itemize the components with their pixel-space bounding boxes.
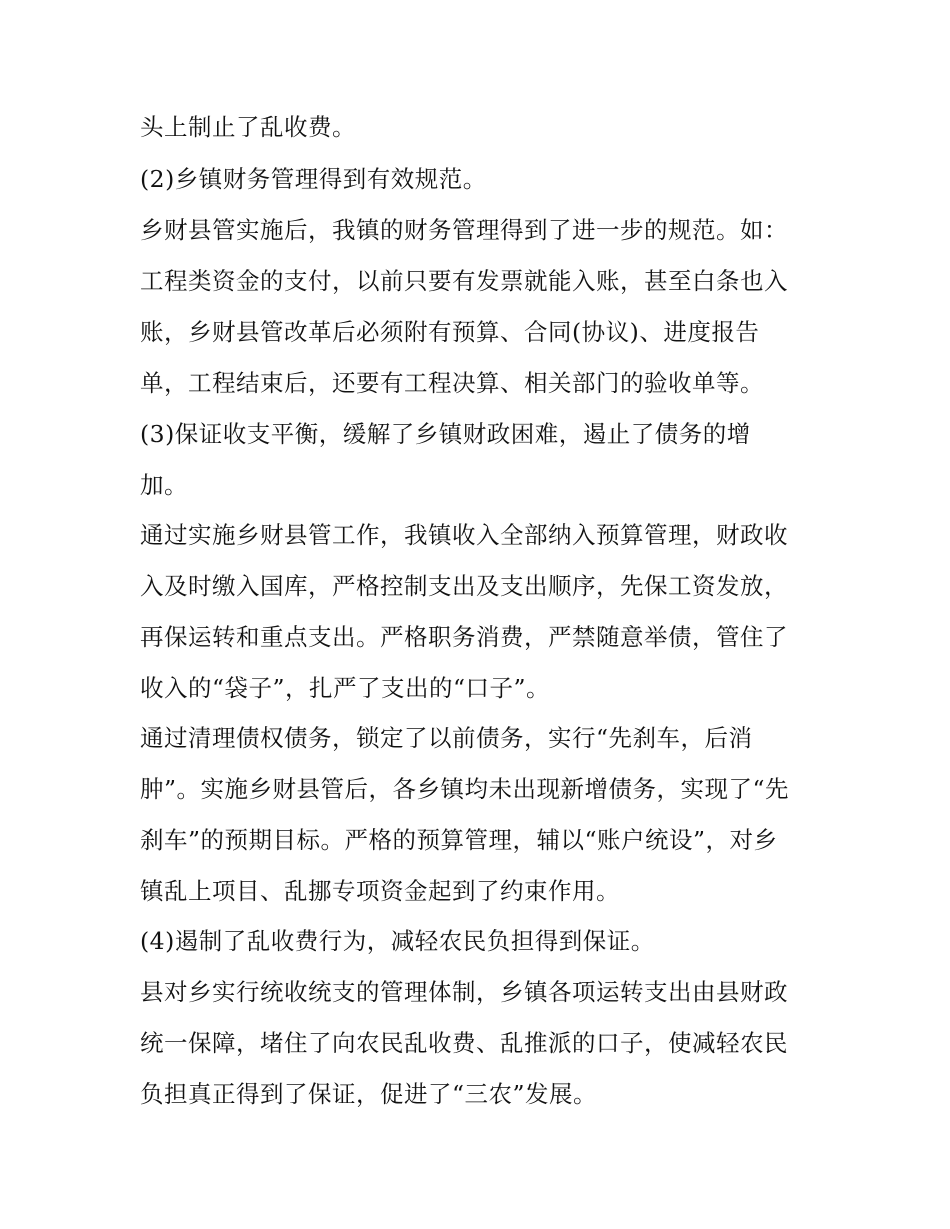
text-line: 县对乡实行统收统支的管理体制，乡镇各项运转支出由县财政	[140, 978, 788, 1006]
text-line: 肿”。实施乡财县管后，各乡镇均未出现新增债务，实现了“先	[140, 775, 790, 803]
text-line: 通过清理债权债务，锁定了以前债务，实行“先刹车，后消	[140, 724, 753, 752]
text-line: 镇乱上项目、乱挪专项资金起到了约束作用。	[140, 877, 620, 905]
text-line: 账，乡财县管改革后必须附有预算、合同(协议)、进度报告	[140, 318, 760, 346]
text-line: 统一保障，堵住了向农民乱收费、乱推派的口子，使减轻农民	[140, 1029, 788, 1057]
text-line: 通过实施乡财县管工作，我镇收入全部纳入预算管理，财政收	[140, 521, 788, 549]
text-line: 加。	[140, 471, 188, 499]
text-line: 单，工程结束后，还要有工程决算、相关部门的验收单等。	[140, 369, 764, 397]
text-line: (4)遏制了乱收费行为，减轻农民负担得到保证。	[140, 927, 655, 955]
text-line: (3)保证收支平衡，缓解了乡镇财政困难，遏止了债务的增	[140, 420, 751, 448]
text-line: 乡财县管实施后，我镇的财务管理得到了进一步的规范。如：	[140, 216, 788, 244]
text-line: 入及时缴入国库，严格控制支出及支出顺序，先保工资发放，	[140, 572, 788, 600]
text-line: 收入的“袋子”，扎严了支出的“口子”。	[140, 674, 551, 702]
text-line: 工程类资金的支付，以前只要有发票就能入账，甚至白条也入	[140, 267, 788, 295]
text-line: (2)乡镇财务管理得到有效规范。	[140, 165, 487, 193]
text-line: 负担真正得到了保证，促进了“三农”发展。	[140, 1080, 598, 1108]
text-line: 再保运转和重点支出。严格职务消费，严禁随意举债，管住了	[140, 623, 788, 651]
text-line: 刹车”的预期目标。严格的预算管理，辅以“账户统设”，对乡	[140, 826, 778, 854]
text-line: 头上制止了乱收费。	[140, 113, 356, 141]
